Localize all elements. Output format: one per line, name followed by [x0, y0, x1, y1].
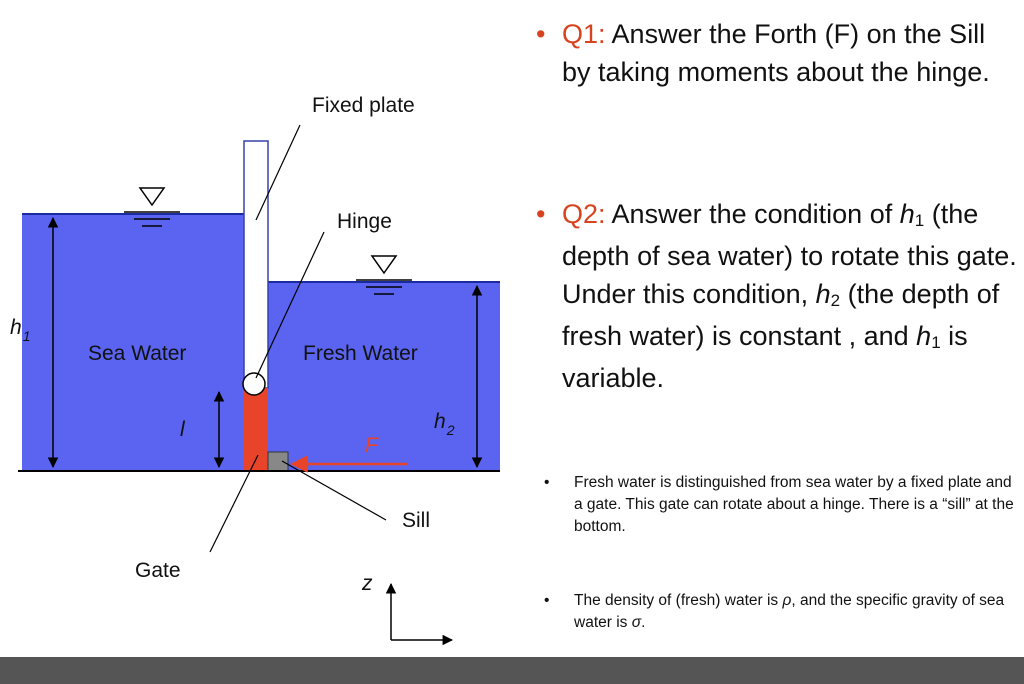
bullet-icon: • [536, 19, 546, 49]
sigma-symbol: σ [631, 614, 642, 631]
hinge [243, 373, 265, 395]
note-2-part: . [641, 614, 646, 631]
h1-variable: h [916, 321, 932, 351]
force-label: F [365, 434, 378, 457]
hinge-label: Hinge [337, 210, 392, 233]
bullet-icon: • [536, 199, 546, 229]
h2-variable: h [815, 279, 831, 309]
question-2-label: Q2: [562, 199, 606, 229]
h1-subscript: 1 [931, 333, 941, 352]
bullet-icon: • [544, 474, 550, 491]
question-2-part: (the depth of sea water) to rotate this gate. Under this condition, [562, 199, 1017, 309]
question-2-part: is variable. [562, 321, 968, 393]
note-2-text [574, 590, 1021, 634]
h1-label: $h_1$ [10, 316, 31, 344]
sill-label: Sill [402, 509, 431, 532]
question-2-part: (the depth of fresh water) is constant , and [562, 279, 1000, 351]
question-1-body: Answer the Forth (F) on the Sill by taking moments about the hinge. [562, 19, 990, 87]
l-label: l [180, 418, 185, 441]
note-2-part: , and the specific gravity of sea water is [574, 592, 1005, 631]
fresh-water-body [268, 282, 500, 471]
fresh-water-label: Fresh Water [303, 342, 418, 365]
z-axis-label: z [362, 572, 373, 595]
question-1-text [562, 15, 1021, 91]
gate-label: Gate [135, 559, 181, 582]
bullet-icon: • [544, 592, 550, 609]
question-1 [536, 15, 1021, 91]
note-1-text: Fresh water is distinguished from sea water by a fixed plate and a gate. This gate can rotate about a hinge. There is a “sill” at the bottom. [574, 474, 1014, 535]
note-1 [536, 472, 1021, 538]
h1-subscript: 1 [914, 211, 925, 230]
question-2 [536, 195, 1021, 397]
h1-variable: h [899, 199, 915, 229]
question-2-part: Answer the condition of [611, 199, 900, 229]
h2-subscript: 2 [830, 291, 841, 310]
sill [268, 452, 288, 471]
h2-label: $h_2$ [434, 410, 455, 438]
rho-symbol: ρ [782, 592, 792, 609]
question-2-text [562, 195, 1021, 397]
bottom-bar [0, 657, 1024, 684]
note-2-part: The density of (fresh) water is [574, 592, 783, 609]
question-1-label: Q1: [562, 19, 606, 49]
sea-water-label: Sea Water [88, 342, 187, 365]
note-2 [536, 590, 1021, 634]
fixed-plate-label: Fixed plate [312, 94, 415, 117]
fixed-plate [244, 141, 268, 388]
